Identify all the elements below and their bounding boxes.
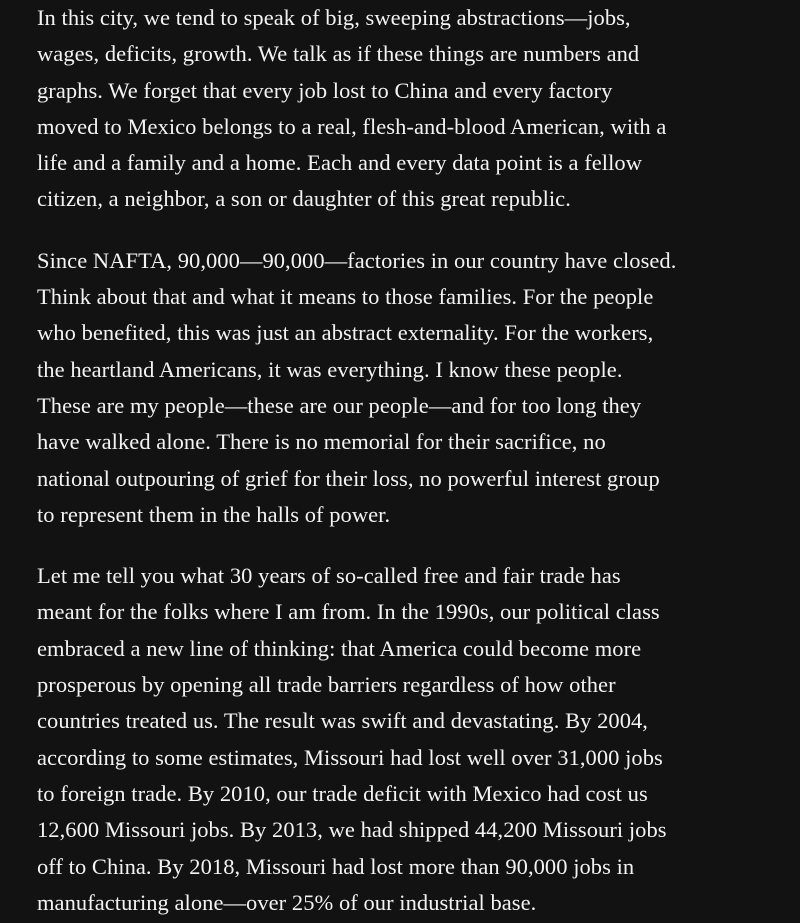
article-body [37,0,767,921]
paragraph-cities-abstractions: In this city, we tend to speak of big, sweeping abstractions—jobs, wages, deficits, growth. We talk as if these things are numbers and graphs. We forget that every job lost to China and every factory moved to Mexico belongs to a real, flesh-and-blood American, with a life and a family and a home. Each and every data point is a fellow citizen, a neighbor, a son or daughter of this great republic. [37,5,667,212]
paragraph-nafta-factories: Since NAFTA, 90,000—90,000—factories in our country have closed. Think about that and what it means to those families. For the people who benefited, this was just an abstract externality. For the workers, the heartland Americans, it was everything. I know these people. These are my people—these are our people—and for too long they have walked alone. There is no memorial for their sacrifice, no national outpouring of grief for their loss, no powerful interest group to represent them in the halls of power. [37,247,677,527]
paragraph-missouri-trade: Let me tell you what 30 years of so-called free and fair trade has meant for the folks where I am from. In the 1990s, our political class embraced a new line of thinking: that America could become more prosperous by opening all trade barriers regardless of how other countries treated us. The result was swift and devastating. By 2004, according to some estimates, Missouri had lost well over 31,000 jobs to foreign trade. By 2010, our trade deficit with Mexico had cost us 12,600 Missouri jobs. By 2013, we had shipped 44,200 Missouri jobs off to China. By 2018, Missouri had lost more than 90,000 jobs in manufacturing alone—over 25% of our industrial base. [37,563,667,915]
